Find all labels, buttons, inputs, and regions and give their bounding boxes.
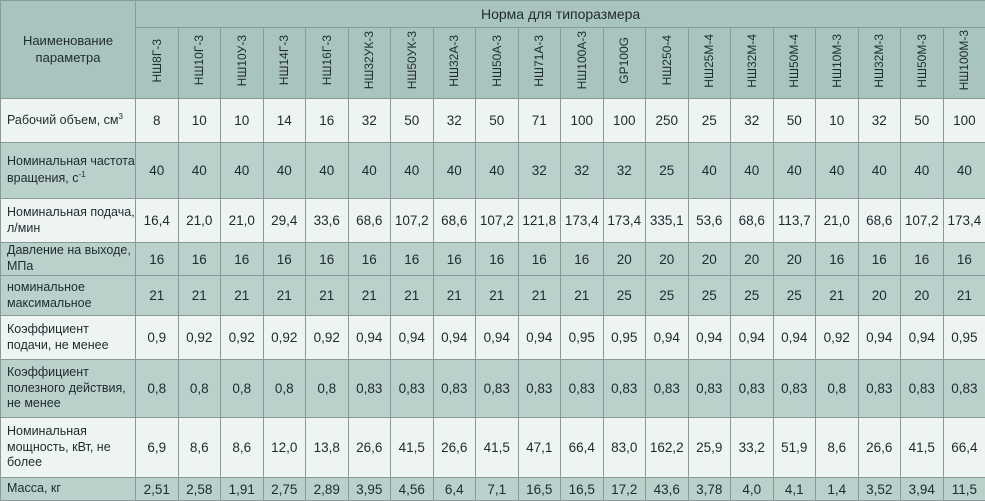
row-label-text: Коэффициент подачи, не менее [7,322,109,352]
table-cell: 0,8 [306,360,349,418]
table-cell: 16 [433,243,476,276]
table-cell: 16 [306,243,349,276]
table-cell: 0,95 [603,316,646,360]
table-cell: 8,6 [816,418,859,478]
table-cell: 0,8 [178,360,221,418]
table-row [1,316,985,360]
row-label-text: Номинальная подача, л/мин [7,205,135,235]
table-cell: 0,94 [518,316,561,360]
model-header [178,28,221,99]
table-cell: 0,83 [348,360,391,418]
table-cell: 29,4 [263,199,306,243]
table-cell: 17,2 [603,478,646,501]
table-cell: 0,83 [731,360,774,418]
table-cell: 32 [518,143,561,199]
model-header [731,28,774,99]
table-cell: 0,83 [391,360,434,418]
table-cell: 173,4 [561,199,604,243]
table-cell: 0,92 [306,316,349,360]
table-cell: 173,4 [943,199,985,243]
table-cell: 21 [306,276,349,316]
table-cell: 0,92 [178,316,221,360]
table-cell: 3,52 [858,478,901,501]
table-cell: 40 [688,143,731,199]
table-cell: 7,1 [476,478,519,501]
table-cell: 2,51 [136,478,179,501]
table-row [1,276,985,316]
table-cell: 21 [136,276,179,316]
table-cell: 32 [561,143,604,199]
model-name: НШ8Г-3 [150,39,164,83]
table-cell: 0,94 [688,316,731,360]
table-cell: 2,75 [263,478,306,501]
model-name: НШ250-4 [660,35,674,85]
model-header [263,28,306,99]
table-cell: 32 [348,99,391,143]
table-cell: 33,6 [306,199,349,243]
row-label-text: Коэффициент полезного действия, не менее [7,365,126,410]
table-cell: 16 [943,243,985,276]
table-cell: 40 [433,143,476,199]
row-label [1,243,136,276]
table-cell: 50 [773,99,816,143]
table-cell: 16 [221,243,264,276]
table-cell: 0,9 [136,316,179,360]
table-cell: 0,94 [731,316,774,360]
model-name: НШ50М-4 [787,34,801,88]
table-cell: 68,6 [348,199,391,243]
table-cell: 53,6 [688,199,731,243]
table-cell: 16 [136,243,179,276]
table-cell: 20 [858,276,901,316]
model-header [858,28,901,99]
model-name: НШ100А-3 [575,31,589,89]
model-header-row [1,28,985,99]
table-cell: 2,89 [306,478,349,501]
table-row [1,99,985,143]
table-row [1,243,985,276]
table-cell: 40 [816,143,859,199]
row-label-text: Рабочий объем, см [7,113,119,127]
model-name: НШ32М-3 [872,34,886,88]
table-cell: 12,0 [263,418,306,478]
table-cell: 47,1 [518,418,561,478]
table-cell: 16,5 [561,478,604,501]
table-cell: 0,83 [476,360,519,418]
model-name: НШ25М-4 [702,34,716,88]
model-name: GP100G [617,37,631,84]
row-label [1,143,136,199]
table-row [1,418,985,478]
table-cell: 21 [348,276,391,316]
table-cell: 40 [136,143,179,199]
table-cell: 0,95 [943,316,985,360]
table-cell: 0,83 [943,360,985,418]
table-cell: 50 [391,99,434,143]
table-cell: 4,0 [731,478,774,501]
model-name: НШ14Г-3 [277,35,291,85]
table-cell: 0,83 [603,360,646,418]
table-cell: 3,95 [348,478,391,501]
table-cell: 6,4 [433,478,476,501]
model-name: НШ10Г-3 [192,35,206,85]
table-cell: 0,83 [858,360,901,418]
table-cell: 100 [603,99,646,143]
table-cell: 3,94 [901,478,944,501]
table-cell: 40 [731,143,774,199]
table-cell: 43,6 [646,478,689,501]
table-cell: 40 [391,143,434,199]
table-cell: 50 [476,99,519,143]
table-cell: 0,8 [136,360,179,418]
table-cell: 21 [943,276,985,316]
table-cell: 40 [221,143,264,199]
table-cell: 16 [178,243,221,276]
model-header [816,28,859,99]
table-cell: 0,8 [263,360,306,418]
table-cell: 0,83 [646,360,689,418]
table-cell: 0,83 [773,360,816,418]
table-cell: 0,92 [816,316,859,360]
table-cell: 16 [518,243,561,276]
model-header [561,28,604,99]
model-header [433,28,476,99]
norm-header: Норма для типоразмера [136,1,985,28]
table-cell: 40 [306,143,349,199]
table-cell: 41,5 [391,418,434,478]
model-name: НШ50М-3 [915,34,929,88]
table-cell: 1,4 [816,478,859,501]
table-cell: 16 [858,243,901,276]
model-name: НШ71А-3 [532,35,546,87]
table-cell: 16 [476,243,519,276]
table-cell: 0,94 [646,316,689,360]
table-cell: 25,9 [688,418,731,478]
row-label [1,478,136,501]
table-cell: 26,6 [858,418,901,478]
table-cell: 2,58 [178,478,221,501]
table-cell: 16 [263,243,306,276]
table-cell: 107,2 [476,199,519,243]
table-cell: 32 [731,99,774,143]
row-label [1,99,136,143]
row-label-text: Давление на выходе, МПа [7,243,131,273]
row-label [1,418,136,478]
table-row [1,478,985,501]
table-cell: 16,5 [518,478,561,501]
table-cell: 0,94 [901,316,944,360]
table-cell: 0,83 [688,360,731,418]
table-cell: 16 [348,243,391,276]
table-cell: 8,6 [178,418,221,478]
table-cell: 113,7 [773,199,816,243]
table-cell: 71 [518,99,561,143]
table-cell: 66,4 [561,418,604,478]
table-cell: 68,6 [858,199,901,243]
table-cell: 0,83 [518,360,561,418]
table-cell: 10 [816,99,859,143]
table-cell: 0,92 [263,316,306,360]
table-cell: 13,8 [306,418,349,478]
table-cell: 33,2 [731,418,774,478]
table-cell: 250 [646,99,689,143]
table-cell: 121,8 [518,199,561,243]
table-cell: 0,94 [391,316,434,360]
table-cell: 20 [731,243,774,276]
model-header [688,28,731,99]
row-label-text: номинальное максимальное [7,280,92,310]
table-cell: 4,56 [391,478,434,501]
table-cell: 50 [901,99,944,143]
table-cell: 21,0 [221,199,264,243]
table-cell: 16 [391,243,434,276]
model-header [306,28,349,99]
table-cell: 68,6 [731,199,774,243]
table-cell: 0,94 [476,316,519,360]
table-cell: 4,1 [773,478,816,501]
table-row [1,199,985,243]
table-cell: 0,83 [901,360,944,418]
table-cell: 8,6 [221,418,264,478]
table-cell: 32 [433,99,476,143]
table-cell: 0,95 [561,316,604,360]
model-name: НШ50УК-3 [405,31,419,89]
table-cell: 25 [646,143,689,199]
model-header [518,28,561,99]
model-name: НШ32А-3 [447,35,461,87]
model-header [901,28,944,99]
table-cell: 25 [688,276,731,316]
model-header [221,28,264,99]
row-label [1,316,136,360]
table-cell: 0,8 [816,360,859,418]
table-cell: 21 [561,276,604,316]
table-cell: 40 [348,143,391,199]
table-cell: 16 [901,243,944,276]
table-cell: 21 [476,276,519,316]
table-cell: 41,5 [476,418,519,478]
table-cell: 51,9 [773,418,816,478]
table-cell: 21 [433,276,476,316]
model-name: НШ16Г-3 [320,35,334,85]
model-name: НШ10У-3 [235,35,249,86]
model-name: НШ32М-4 [745,34,759,88]
row-label-text: Масса, кг [7,481,61,495]
table-cell: 16,4 [136,199,179,243]
unit-superscript: 3 [119,112,123,121]
model-header [646,28,689,99]
model-header [943,28,985,99]
table-cell: 21,0 [816,199,859,243]
row-label [1,360,136,418]
table-cell: 173,4 [603,199,646,243]
table-cell: 21 [263,276,306,316]
table-cell: 6,9 [136,418,179,478]
table-cell: 0,94 [773,316,816,360]
row-label-text: Номинальная мощность, кВт, не более [7,424,111,469]
model-name: НШ10М-3 [830,34,844,88]
table-cell: 100 [943,99,985,143]
model-header [136,28,179,99]
table-cell: 21 [178,276,221,316]
model-header [603,28,646,99]
table-cell: 83,0 [603,418,646,478]
model-name: НШ50А-3 [490,35,504,87]
table-cell: 40 [901,143,944,199]
row-label [1,276,136,316]
model-header [476,28,519,99]
table-cell: 107,2 [901,199,944,243]
model-header [773,28,816,99]
table-cell: 10 [221,99,264,143]
table-cell: 3,78 [688,478,731,501]
table-cell: 21,0 [178,199,221,243]
table-cell: 162,2 [646,418,689,478]
table-cell: 40 [858,143,901,199]
table-cell: 0,94 [858,316,901,360]
table-cell: 107,2 [391,199,434,243]
table-cell: 25 [773,276,816,316]
table-cell: 21 [816,276,859,316]
model-name: НШ100М-3 [957,30,971,90]
table-cell: 32 [858,99,901,143]
model-name: НШ32УК-3 [362,31,376,89]
table-cell: 20 [688,243,731,276]
table-row [1,360,985,418]
table-cell: 66,4 [943,418,985,478]
table-cell: 16 [306,99,349,143]
table-cell: 25 [603,276,646,316]
row-label [1,199,136,243]
param-header: Наименование параметра [1,1,136,99]
table-cell: 26,6 [433,418,476,478]
table-cell: 25 [731,276,774,316]
table-cell: 0,92 [221,316,264,360]
table-cell: 0,8 [221,360,264,418]
table-cell: 21 [391,276,434,316]
table-cell: 41,5 [901,418,944,478]
table-cell: 0,83 [433,360,476,418]
table-cell: 20 [646,243,689,276]
table-cell: 21 [221,276,264,316]
table-cell: 40 [178,143,221,199]
table-cell: 21 [518,276,561,316]
table-cell: 1,91 [221,478,264,501]
table-cell: 40 [263,143,306,199]
table-cell: 0,83 [561,360,604,418]
table-cell: 0,94 [348,316,391,360]
table-cell: 32 [603,143,646,199]
table-cell: 40 [476,143,519,199]
table-cell: 40 [773,143,816,199]
table-cell: 335,1 [646,199,689,243]
table-cell: 11,5 [943,478,985,501]
table-cell: 8 [136,99,179,143]
table-cell: 25 [688,99,731,143]
table-cell: 68,6 [433,199,476,243]
table-cell: 10 [178,99,221,143]
table-cell: 20 [901,276,944,316]
table-cell: 20 [773,243,816,276]
table-cell: 16 [561,243,604,276]
table-cell: 20 [603,243,646,276]
table-row [1,143,985,199]
row-label-text: Номинальная частота вращения, с [7,154,135,185]
table-cell: 14 [263,99,306,143]
unit-superscript: -1 [79,170,86,179]
table-cell: 16 [816,243,859,276]
model-header [348,28,391,99]
model-header [391,28,434,99]
table-cell: 40 [943,143,985,199]
table-cell: 0,94 [433,316,476,360]
table-cell: 100 [561,99,604,143]
table-cell: 26,6 [348,418,391,478]
table-cell: 25 [646,276,689,316]
